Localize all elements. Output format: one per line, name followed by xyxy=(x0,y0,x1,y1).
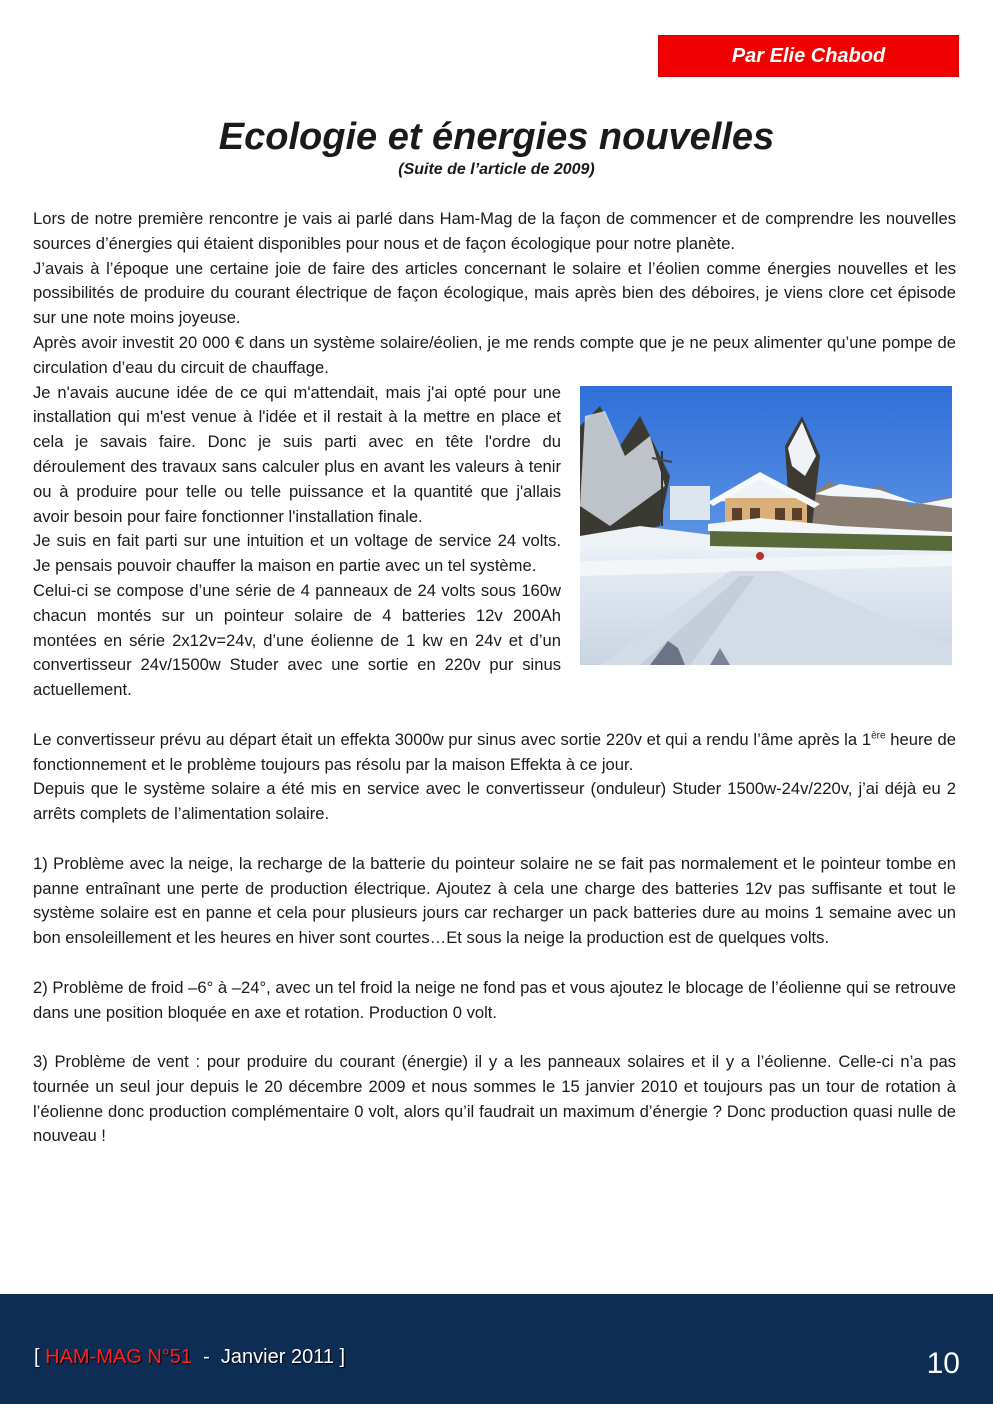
paragraph-5: Je suis en fait parti sur une intuition et un voltage de service 24 volts. Je pensais pouvoir chauffer la maison en partie avec un tel système. xyxy=(33,531,561,576)
paragraph-8: Depuis que le système solaire a été mis en service avec le convertisseur (onduleur) Studer 1500w-24v/220v, j’ai déjà eu 2 arrêts complets de l’alimentation solaire. xyxy=(33,779,956,824)
paragraph-11: 3) Problème de vent : pour produire du courant (énergie) il y a les panneaux solaires et il y a l’éolienne. Celle-ci n’a pas tournée un seul jour depuis le 20 décembre 2009 et nous sommes le 15 janvier 2010 et toujours pas un tour de rotation à l’éolienne donc production complémentaire 0 volt, alors qu’il faudrait un maximum d’énergie ? Donc production quasi nulle de nouveau ! xyxy=(33,1052,956,1146)
paragraph-1: Lors de notre première rencontre je vais ai parlé dans Ham-Mag de la façon de commencer et de comprendre les nouvelles sources d’énergies qui étaient disponibles pour nous et de façon écologique pour notre planète. xyxy=(33,209,956,253)
article-title: Ecologie et énergies nouvelles xyxy=(218,116,775,158)
footer-date: Janvier 2011 xyxy=(220,1346,334,1368)
author-badge xyxy=(658,35,959,77)
paragraph-7 xyxy=(33,728,956,778)
page-footer xyxy=(0,1294,993,1404)
paragraph-3: Après avoir investit 20 000 € dans un système solaire/éolien, je me rends compte que je ne peux alimenter qu’une pompe de circulation d’eau du circuit de chauffage. xyxy=(33,332,956,377)
paragraph-7-text-end: heure de fonctionnement et le problème toujours pas résolu par la maison Effekta à ce jour. xyxy=(33,729,956,774)
footer-bracket-open: [ xyxy=(34,1346,46,1368)
snowy-house-photo xyxy=(580,386,952,665)
footer-bracket-close: ] xyxy=(333,1346,346,1368)
footer-magazine-name: HAM-MAG N°51 xyxy=(45,1346,193,1368)
ordinal-superscript: ère xyxy=(871,730,886,742)
footer-separator: - xyxy=(192,1346,221,1368)
page-number: 10 xyxy=(926,1347,960,1380)
paragraph-10: 2) Problème de froid –6° à –24°, avec un tel froid la neige ne fond pas et vous ajoutez le blocage de l’éolienne qui se retrouve dans une position bloquée en axe et rotation. Production 0 volt. xyxy=(33,977,956,1022)
paragraph-6: Celui-ci se compose d’une série de 4 panneaux de 24 volts sous 160w chacun montés sur un pointeur solaire de 4 batteries 12v 200Ah montées en série 2x12v=24v, d’une éolienne de 1 kw en 24v et d’un convertisseur 24v/1500w Studer avec une sortie en 220v pur sinus actuellement. xyxy=(33,580,561,700)
paragraph-7-text-start: Le convertisseur prévu au départ était un effekta 3000w pur sinus avec sortie 220v et qui a rendu l’âme après la 1 xyxy=(33,729,872,749)
paragraph-4: Je n'avais aucune idée de ce qui m'attendait, mais j'ai opté pour une installation qui m'est venue à l'idée et il restait à la mettre en place et cela je savais faire. Donc je suis parti avec en tête l'ordre du déroulement des travaux sans calculer plus en avant les valeurs à tenir ou à produire pour telle ou telle puissance et la quantité que j'allais avoir besoin pour faire fonctionner l'installation finale. xyxy=(33,382,561,526)
article-subtitle: (Suite de l’article de 2009) xyxy=(398,161,595,178)
article-body xyxy=(33,207,956,1149)
footer-issue-label xyxy=(34,1346,345,1369)
author-name: Par Elie Chabod xyxy=(731,44,886,67)
paragraph-2: J’avais à l’époque une certaine joie de faire des articles concernant le solaire et l’éolien comme énergies nouvelles et les possibilités de produire du courant électrique de façon écologique, mais après bien des déboires, je viens clore cet épisode sur une note moins joyeuse. xyxy=(33,258,956,328)
paragraph-9: 1) Problème avec la neige, la recharge de la batterie du pointeur solaire ne se fait pas normalement et le pointeur tombe en panne entraînant une perte de production électrique. Ajoutez à cela une charge des batteries 12v pas suffisante et tout le système solaire est en panne et cela pour plusieurs jours car recharger un pack batteries dure au moins 1 semaine avec un bon ensoleillement et les heures en hiver sont courtes…Et sous la neige la production est de quelques volts. xyxy=(33,853,956,948)
